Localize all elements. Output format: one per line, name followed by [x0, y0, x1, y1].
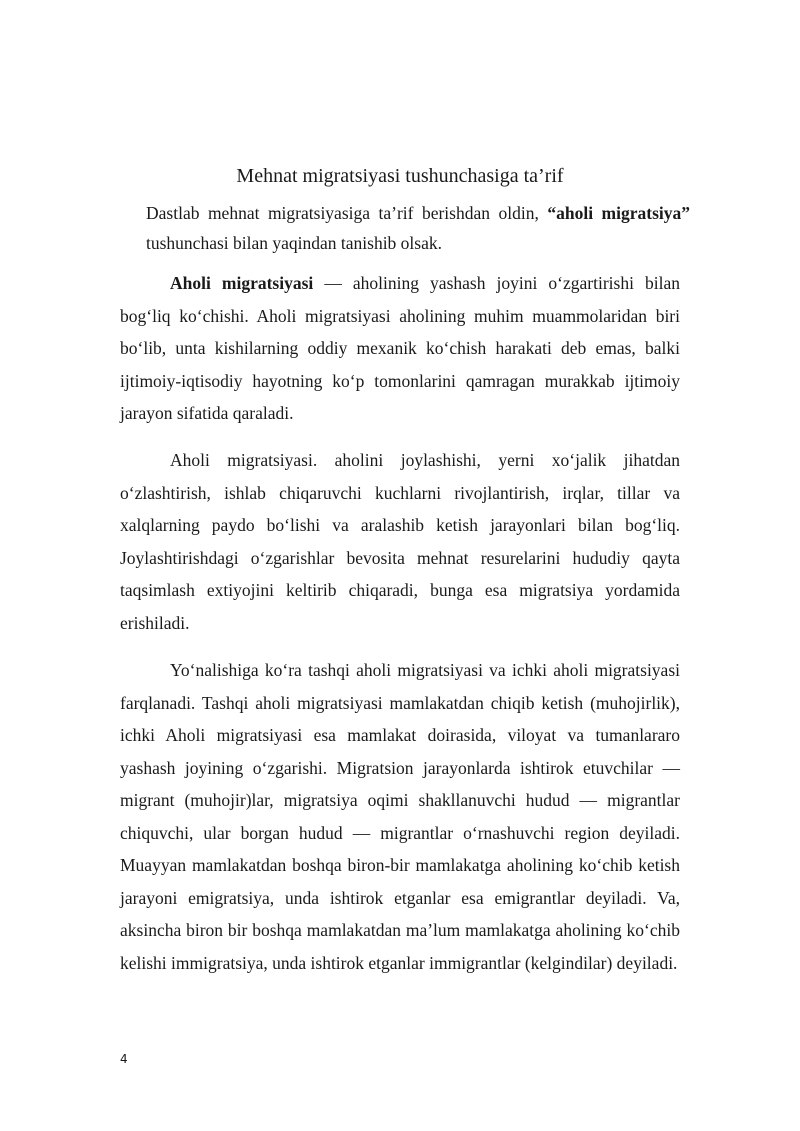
intro-text-before: Dastlab mehnat migratsiyasiga ta’rif berishdan oldin,: [146, 203, 548, 223]
body-paragraph-3: [120, 654, 680, 979]
paragraph-2-text: Aholi migratsiyasi. aholini joylashishi, yerni xoʻjalik jihatdan oʻzlashtirish, ishlab chiqaruvchi kuchlarni rivojlantirish, irqlar, tillar va xalqlarning paydo boʻlishi va aralashib ketish jarayonlari bilan bogʻliq. Joylashtirishdagi oʻzgarishlar bevosita mehnat resurelarini hududiy qayta taqsimlash extiyojini keltirib chiqaradi, bunga esa migratsiya yordamida erishiladi.: [120, 450, 680, 633]
paragraph-1-bold-lead: Aholi migratsiyasi: [170, 273, 314, 293]
intro-text-after: tushunchasi bilan yaqindan tanishib olsak.: [146, 233, 442, 253]
body-paragraph-1: [120, 267, 680, 430]
page-number: 4: [120, 1052, 128, 1066]
paragraph-1-text: — aholining yashash joyini oʻzgartirishi bilan bogʻliq koʻchishi. Aholi migratsiyasi aholining muhim muammolaridan biri boʻlib, unta kishilarning oddiy mexanik koʻchish harakati deb emas, balki ijtimoiy-iqtisodiy hayotning koʻp tomonlarini qamragan murakkab ijtimoiy jarayon sifatida qaraladi.: [120, 273, 680, 423]
body-paragraph-2: [120, 444, 680, 639]
intro-bold-term: “aholi migratsiya”: [547, 203, 690, 223]
page-title: Mehnat migratsiyasi tushunchasiga ta’rif: [236, 165, 564, 187]
paragraph-3-text: Yoʻnalishiga koʻra tashqi aholi migratsiyasi va ichki aholi migratsiyasi farqlanadi. Tashqi aholi migratsiyasi mamlakatdan chiqib ketish (muhojirlik), ichki Aholi migratsiyasi esa mamlakat doirasida, viloyat va tumanlararo yashash joyining oʻzgarishi. Migratsion jarayonlarda ishtirok etuvchilar — migrant (muhojir)lar, migratsiya oqimi shakllanuvchi hudud — migrantlar chiquvchi, ular borgan hudud — migrantlar oʻrnashuvchi region deyiladi. Muayyan mamlakatdan boshqa biron-bir mamlakatga aholining koʻchib ketish jarayoni emigratsiya, unda ishtirok etganlar esa emigrantlar deyiladi. Va, aksincha biron bir boshqa mamlakatdan ma’lum mamlakatga aholining koʻchib kelishi immigratsiya, unda ishtirok etganlar immigrantlar (kelgindilar) deyiladi.: [120, 660, 680, 973]
intro-paragraph: [146, 198, 690, 258]
